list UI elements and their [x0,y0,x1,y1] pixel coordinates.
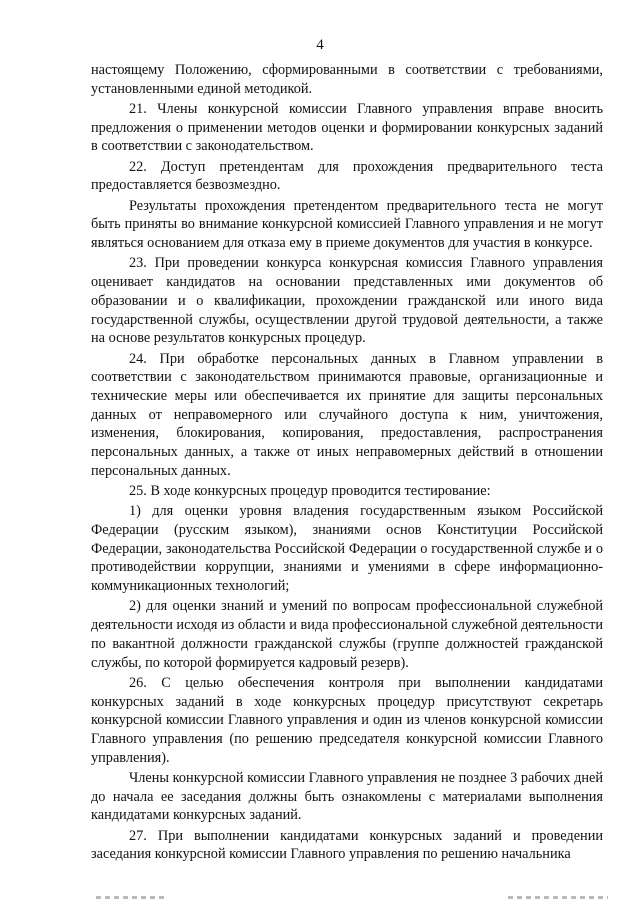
paragraph-25: 25. В ходе конкурсных процедур проводится тестирование: [129,483,491,500]
paragraph-22-results: Результаты прохождения претендентом предварительного теста не могут быть приняты во внимание конкурсной комиссией Главного управления и не могут являться основанием для отказа ему в приеме документов для участия в конкурсе. [91,197,603,252]
paragraph-23: 23. При проведении конкурса конкурсная комиссия Главного управления оценивает кандидатов на основании представленных ими документов об образовании и о квалификации, прохождении гражданской или иного вида государственной службы, осуществлении другой трудовой деятельности, а также на основе результатов конкурсных процедур. [91,255,603,347]
scan-artifact-right [508,896,608,899]
paragraph-continuation: настоящему Положению, сформированными в соответствии с требованиями, установленными единой методикой. [91,62,603,97]
paragraph-25-item-1: 1) для оценки уровня владения государственным языком Российской Федерации (русским языком), знаниями основ Конституции Российской Федерации, законодательства Российской Федерации о государственной службе и о противодействии коррупции, знаниями и умениями в сфере информационно-коммуникационных технологий; [91,503,603,595]
paragraph-26-members: Члены конкурсной комиссии Главного управления не позднее 3 рабочих дней до начала ее заседания должны быть ознакомлены с материалами выполнения кандидатами конкурсных заданий. [91,769,603,824]
paragraph-21: 21. Члены конкурсной комиссии Главного управления вправе вносить предложения о применении методов оценки и формировании конкурсных заданий в соответствии с законодательством. [91,101,603,155]
scan-artifact-left [96,896,166,899]
paragraph-26: 26. С целью обеспечения контроля при выполнении кандидатами конкурсных заданий в ходе конкурсных процедур присутствуют секретарь конкурсной комиссии Главного управления и один из членов конкурсной комиссии Главного управления (по решению председателя конкурсной комиссии Главного управления). [91,674,603,766]
paragraph-24: 24. При обработке персональных данных в Главном управлении в соответствии с законодательством принимаются правовые, организационные и технические меры или обеспечивается их принятие для защиты персональных данных от неправомерного или случайного доступа к ним, уничтожения, изменения, блокирования, копирования, предоставления, распространения персональных данных, а также от иных неправомерных действий в отношении персональных данных. [91,350,603,479]
page-number: 4 [316,37,324,53]
paragraph-27: 27. При выполнении кандидатами конкурсных заданий и проведении заседания конкурсной комиссии Главного управления по решению начальника [91,827,603,863]
paragraph-22: 22. Доступ претендентам для прохождения предварительного теста предоставляется безвозмездно. [91,158,603,194]
paragraph-25-item-2: 2) для оценки знаний и умений по вопросам профессиональной служебной деятельности исходя из области и вида профессиональной служебной деятельности по вакантной должности гражданской службы (группе должностей гражданской службы, по которой формируется кадровый резерв). [91,598,603,671]
document-body [91,61,603,866]
